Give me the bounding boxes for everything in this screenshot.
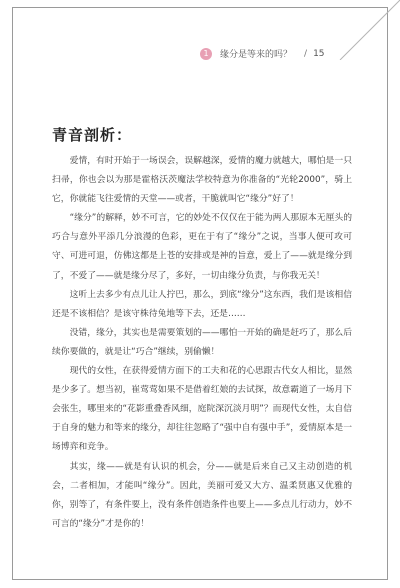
paragraph: 现代的女性，在获得爱情方面下的工夫和花的心思跟古代女人相比，显然是少多了。想当初，崔莺莺如果不是借着红娘的去试探，故意霸道了一场月下会张生，哪里来的“花影重叠香风细，庭院深沉淡月明”？而现代女性，太自信于自身的魅力和等来的缘分，却往往忽略了“强中自有强中手”，爱情原本是一场博弈和竞争。 [52,366,352,453]
paragraph: 其实，缘——就是有认识的机会，分——就是后来自己又主动创造的机会，二者相加，才能叫“缘分”。因此，美丽可爱又大方、温柔贤惠又优雅的你，别等了，有条件要上，没有条件创造条件也要上——多点儿行动力，妙不可言的“缘分”才是你的！ [52,461,352,529]
paragraph: 没错，缘分，其实也是需要策划的——哪怕一开始的确是赶巧了，那么后续你要做的，就是让“巧合”继续，别偷懒！ [52,327,352,357]
paragraph: “缘分”的解释，妙不可言，它的妙处不仅仅在于能为两人那原本无厘头的巧合与意外平添几分浪漫的色彩，更在于有了“缘分”之说，当事人便可攻可守、可进可退，仿佛这都是上苍的安排或是神的旨意，爱上了——就是缘分到了，不爱了——就是缘分尽了，多好，一切由缘分负责，与你我无关！ [52,213,352,281]
paragraph: 爱情，有时开始于一场误会，误解越深，爱情的魔力就越大，哪怕是一只扫帚，你也会以为那是霍格沃茨魔法学校特意为你准备的“光轮2000”，骑上它，你就能飞往爱情的天堂——或者，干脆就叫它“缘分”好了！ [52,156,352,205]
running-header [200,47,325,60]
page-number: 15 [313,48,325,59]
header-separator: / [304,48,308,59]
body-text [52,152,352,534]
paragraph: 这听上去多少有点儿让人拧巴，那么，到底“缘分”这东西，我们是该相信还是不该相信？是该守株待兔地等下去，还是…… [52,289,352,319]
section-title: 青音剖析： [52,126,133,144]
chapter-title: 缘分是等来的吗？ [220,50,293,60]
chapter-badge: 1 [200,48,212,60]
